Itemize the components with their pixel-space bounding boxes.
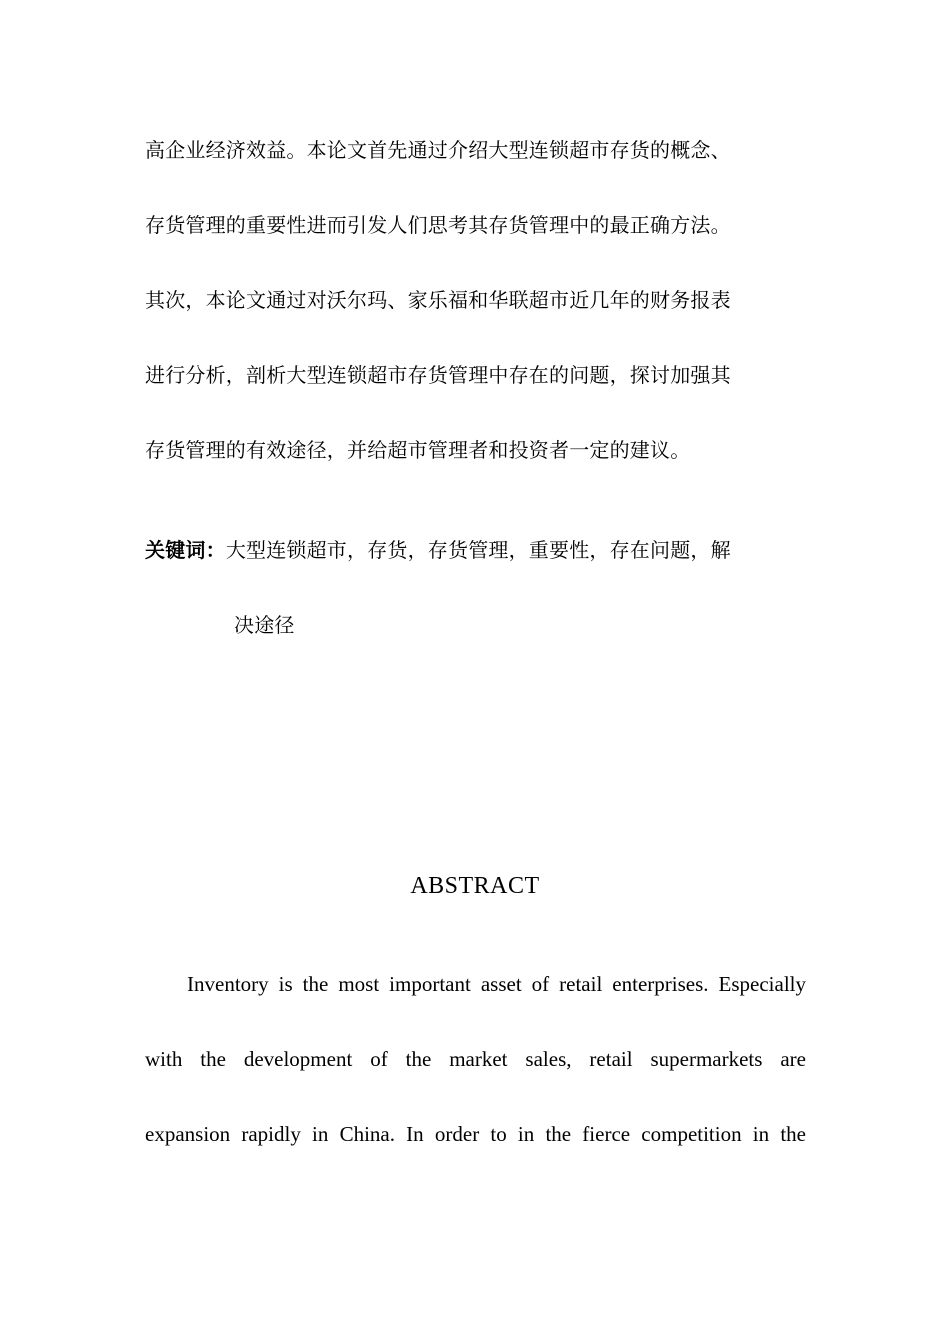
cn-abstract-line: 存货管理的重要性进而引发人们思考其存货管理中的最正确方法。: [145, 213, 731, 237]
en-abstract-line: with the development of the market sales, retail supermarkets are: [145, 1047, 806, 1071]
keywords-line: [145, 536, 731, 564]
cn-abstract-line: 进行分析，剖析大型连锁超市存货管理中存在的问题，探讨加强其: [145, 363, 731, 387]
keywords-continuation: 决途径: [234, 613, 295, 637]
keywords-label: 关键词：: [145, 538, 226, 562]
en-abstract-line: expansion rapidly in China. In order to in the fierce competition in the: [145, 1122, 806, 1146]
cn-abstract-line: 高企业经济效益。本论文首先通过介绍大型连锁超市存货的概念、: [145, 138, 731, 162]
cn-abstract-line: 其次，本论文通过对沃尔玛、家乐福和华联超市近几年的财务报表: [145, 288, 731, 312]
cn-abstract-line: 存货管理的有效途径，并给超市管理者和投资者一定的建议。: [145, 438, 691, 462]
abstract-title: ABSTRACT: [410, 873, 540, 899]
keywords-text: 大型连锁超市，存货，存货管理，重要性，存在问题，解: [225, 538, 731, 562]
en-abstract-line: Inventory is the most important asset of retail enterprises. Especially: [187, 972, 806, 996]
